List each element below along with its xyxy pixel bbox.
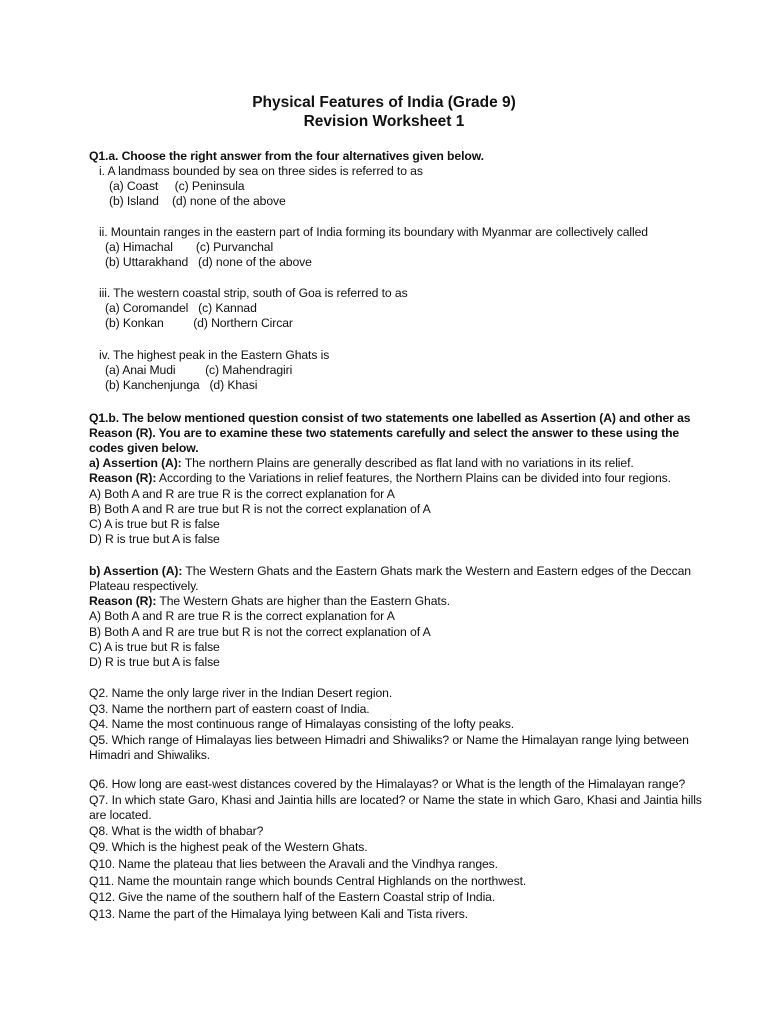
question-q9: Q9. Which is the highest peak of the Western Ghats. xyxy=(89,840,368,854)
question-q10: Q10. Name the plateau that lies between the Aravali and the Vindhya ranges. xyxy=(89,857,498,871)
q1a-heading: Q1.a. Choose the right answer from the four alternatives given below. xyxy=(89,149,484,163)
reason-text: According to the Variations in relief features, the Northern Plains can be divided into four regions. xyxy=(156,471,671,485)
assertion-text: The Western Ghats and the Eastern Ghats mark the Western and Eastern edges of the Deccan xyxy=(182,564,691,578)
q1b-b-option-b: B) Both A and R are true but R is not the correct explanation of A xyxy=(89,625,431,639)
assertion-text: The northern Plains are generally described as flat land with no variations in its relief. xyxy=(181,456,634,470)
question-q5-cont: Himadri and Shiwaliks. xyxy=(89,748,211,762)
question-q11: Q11. Name the mountain range which bounds Central Highlands on the northwest. xyxy=(89,874,527,888)
assertion-label: b) Assertion (A): xyxy=(89,564,183,578)
q1a-iv-question: iv. The highest peak in the Eastern Ghats is xyxy=(99,348,330,362)
q1b-heading-line2: Reason (R). You are to examine these two statements carefully and select the answer to these using the xyxy=(89,426,680,440)
q1a-ii-options-1: (a) Himachal (c) Purvanchal xyxy=(105,240,274,254)
reason-label: Reason (R): xyxy=(89,471,157,485)
question-q5: Q5. Which range of Himalayas lies between Himadri and Shiwaliks? or Name the Himalayan range lying between xyxy=(89,733,689,747)
q1b-b-assertion xyxy=(89,564,691,579)
q1b-a-option-a: A) Both A and R are true R is the correct explanation for A xyxy=(89,487,395,501)
q1b-b-option-d: D) R is true but A is false xyxy=(89,655,220,669)
q1b-b-assertion-cont: Plateau respectively. xyxy=(89,579,199,593)
q1a-ii-question: ii. Mountain ranges in the eastern part of India forming its boundary with Myanmar are collectively called xyxy=(99,225,648,239)
q1b-a-reason xyxy=(89,471,671,486)
question-q12: Q12. Give the name of the southern half of the Eastern Coastal strip of India. xyxy=(89,890,496,904)
question-q8: Q8. What is the width of bhabar? xyxy=(89,824,264,838)
reason-label: Reason (R): xyxy=(89,594,157,608)
question-q7: Q7. In which state Garo, Khasi and Jaintia hills are located? or Name the state in which Garo, Khasi and Jaintia hills xyxy=(89,793,702,807)
q1a-iii-question: iii. The western coastal strip, south of Goa is referred to as xyxy=(99,286,408,300)
q1a-iii-options-1: (a) Coromandel (c) Kannad xyxy=(105,301,257,315)
q1a-iv-options-2: (b) Kanchenjunga (d) Khasi xyxy=(105,378,258,392)
q1b-heading-line3: codes given below. xyxy=(89,441,199,455)
q1b-a-option-b: B) Both A and R are true but R is not the correct explanation of A xyxy=(89,502,431,516)
q1a-i-options-1: (a) Coast (c) Peninsula xyxy=(109,179,245,193)
q1a-iv-options-1: (a) Anai Mudi (c) Mahendragiri xyxy=(105,363,293,377)
worksheet-subtitle: Revision Worksheet 1 xyxy=(303,113,465,130)
question-q7-cont: are located. xyxy=(89,808,152,822)
q1a-iii-options-2: (b) Konkan (d) Northern Circar xyxy=(105,316,293,330)
q1b-heading-line1: Q1.b. The below mentioned question consist of two statements one labelled as Assertion (A) and other as xyxy=(89,411,691,425)
q1b-a-option-c: C) A is true but R is false xyxy=(89,517,220,531)
q1b-b-reason xyxy=(89,594,450,609)
q1b-a-assertion xyxy=(89,456,634,471)
q1a-ii-options-2: (b) Uttarakhand (d) none of the above xyxy=(105,255,312,269)
q1b-a-option-d: D) R is true but A is false xyxy=(89,532,220,546)
q1a-i-options-2: (b) Island (d) none of the above xyxy=(109,194,286,208)
q1a-i-question: i. A landmass bounded by sea on three sides is referred to as xyxy=(99,164,423,178)
reason-text: The Western Ghats are higher than the Eastern Ghats. xyxy=(156,594,450,608)
assertion-label: a) Assertion (A): xyxy=(89,456,182,470)
worksheet-title: Physical Features of India (Grade 9) xyxy=(252,94,516,111)
q1b-b-option-a: A) Both A and R are true R is the correct explanation for A xyxy=(89,609,395,623)
question-q13: Q13. Name the part of the Himalaya lying between Kali and Tista rivers. xyxy=(89,907,469,921)
question-q4: Q4. Name the most continuous range of Himalayas consisting of the lofty peaks. xyxy=(89,717,515,731)
question-q2: Q2. Name the only large river in the Indian Desert region. xyxy=(89,686,393,700)
question-q3: Q3. Name the northern part of eastern coast of India. xyxy=(89,702,370,716)
question-q6: Q6. How long are east-west distances covered by the Himalayas? or What is the length of the Himalayan range? xyxy=(89,777,686,791)
q1b-b-option-c: C) A is true but R is false xyxy=(89,640,220,654)
